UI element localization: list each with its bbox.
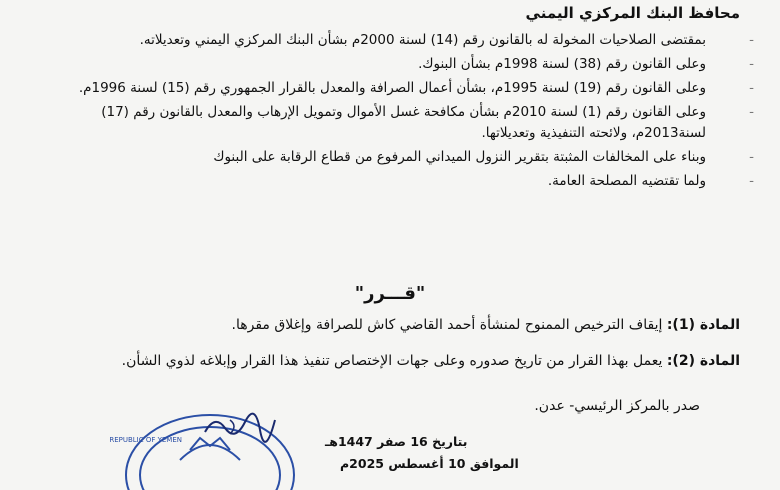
article-text: إيقاف الترخيص الممنوح لمنشأة أحمد القاضي كاش للصرافة وإغلاق مقرها. <box>231 317 667 333</box>
date-gregorian: الموافق 10 أغسطس 2025م <box>340 456 519 471</box>
svg-text:REPUBLIC OF YEMEN: REPUBLIC OF YEMEN <box>109 436 182 444</box>
preamble-text: وعلى القانون رقم (38) لسنة 1998م بشأن البنوك. <box>418 56 706 72</box>
preamble-text: وبناء على المخالفات المثبتة بتقرير النزول الميداني المرفوع من قطاع الرقابة على البنوك <box>213 149 706 165</box>
preamble-item <box>60 78 754 99</box>
preamble-text: ولما تقتضيه المصلحة العامة. <box>547 173 706 189</box>
decision-heading: "قـــرر" <box>354 283 426 304</box>
signature-icon <box>200 410 280 440</box>
article-text: يعمل بهذا القرار من تاريخ صدوره وعلى جهات الإختصاص تنفيذ هذا القرار وإبلاغه لذوي الشأن. <box>121 353 667 369</box>
preamble-text: بمقتضى الصلاحيات المخولة له بالقانون رقم (14) لسنة 2000م بشأن البنك المركزي اليمني وتعديلاته. <box>139 32 706 48</box>
preamble-item <box>60 102 754 144</box>
document-title: محافظ البنك المركزي اليمني <box>525 4 740 22</box>
bullet-dash-icon: - <box>749 56 754 72</box>
article-2 <box>20 351 740 371</box>
bullet-dash-icon: - <box>749 149 754 165</box>
article-1 <box>20 315 740 335</box>
issued-location: صدر بالمركز الرئيسي- عدن. <box>534 398 700 414</box>
article-label: المادة (1): <box>666 317 740 333</box>
bullet-dash-icon: - <box>749 104 754 120</box>
bullet-dash-icon: - <box>749 173 754 189</box>
preamble-text: وعلى القانون رقم (19) لسنة 1995م، بشأن أعمال الصرافة والمعدل بالقرار الجمهوري رقم (15) لسنة 1996م. <box>78 80 706 96</box>
preamble-item <box>60 147 754 168</box>
preamble-text: وعلى القانون رقم (1) لسنة 2010م بشأن مكافحة غسل الأموال وتمويل الإرهاب والمعدل بالقانون رقم (17) لسنة2013م، ولائحته التنفيذية وتعديلاتها. <box>101 104 706 141</box>
bullet-dash-icon: - <box>749 32 754 48</box>
preamble-item <box>60 54 754 75</box>
date-hijri: بتاريخ 16 صفر 1447هـ <box>325 434 468 449</box>
preamble-item <box>60 30 754 51</box>
article-label: المادة (2): <box>666 353 740 369</box>
bullet-dash-icon: - <box>749 80 754 96</box>
preamble-item <box>60 171 754 192</box>
preamble-list <box>60 30 754 195</box>
